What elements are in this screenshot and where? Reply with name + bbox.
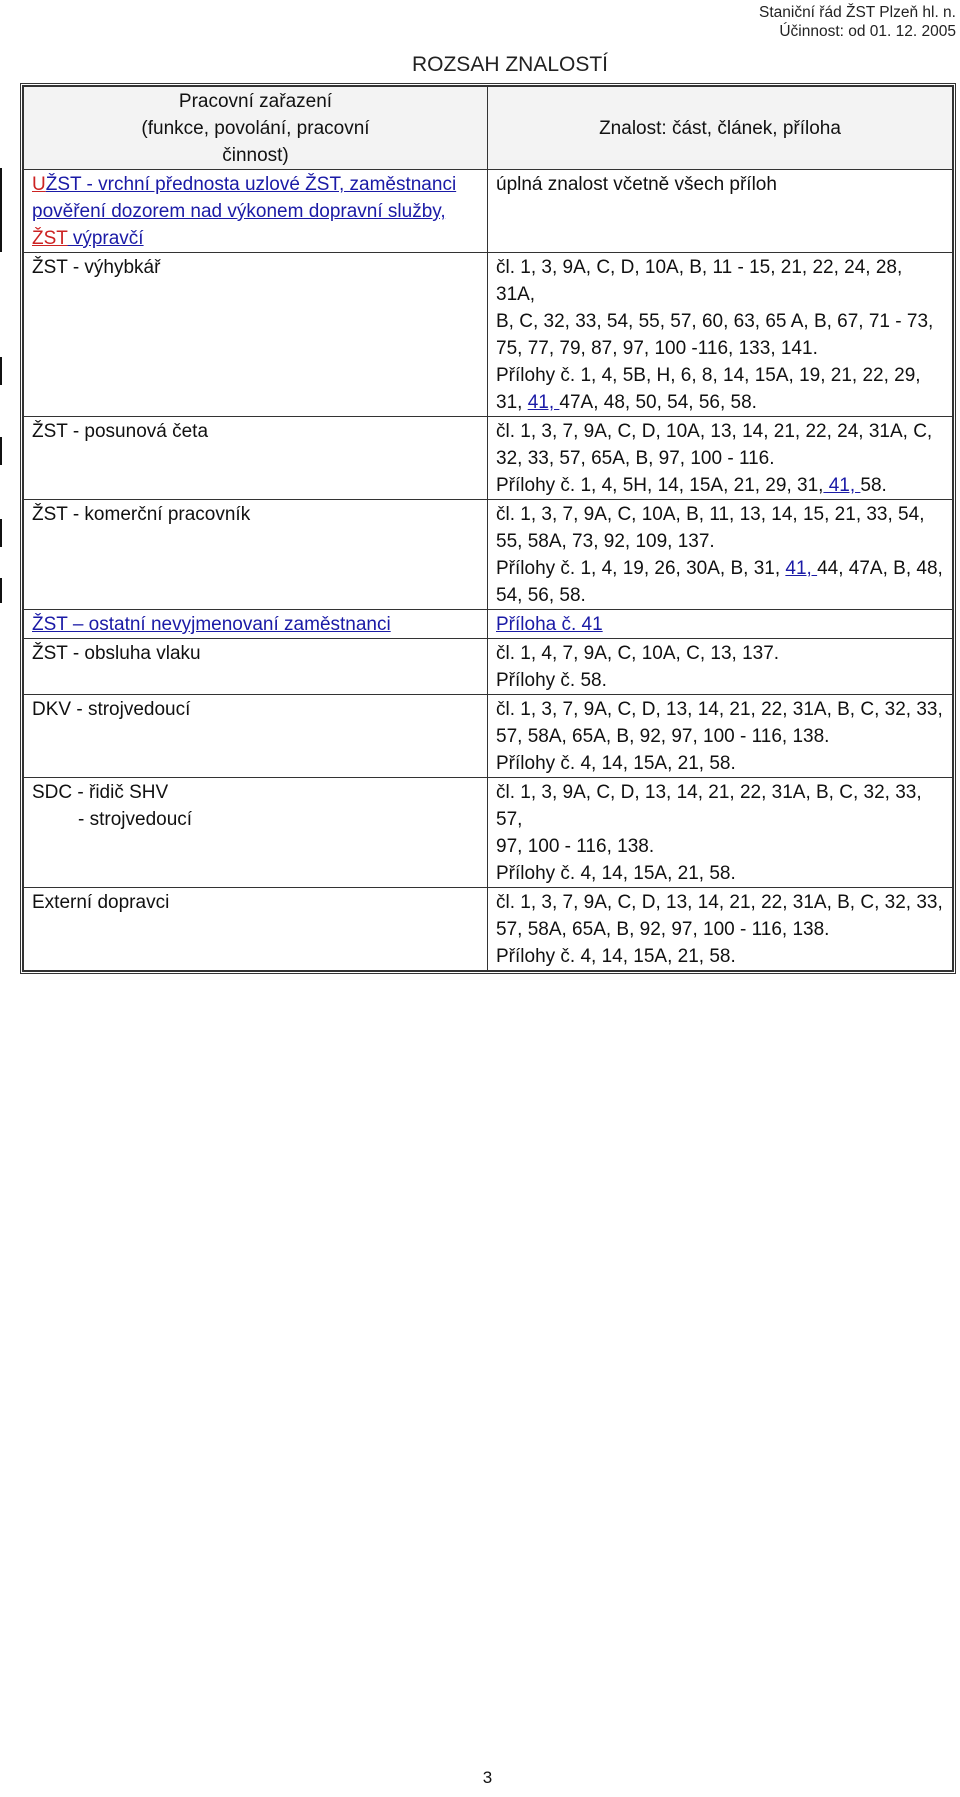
page-number: 3 xyxy=(482,1768,493,1787)
change-bar xyxy=(0,578,2,603)
role-link[interactable]: pověření dozorem nad výkonem dopravní služby, xyxy=(32,201,446,222)
change-bar xyxy=(0,437,2,465)
role-cell xyxy=(24,610,488,639)
column-header-role: Pracovní zařazení (funkce, povolání, pracovní činnost) xyxy=(24,87,488,170)
document-title: Staniční řád ŽST Plzeň hl. n. xyxy=(758,4,956,21)
knowledge-cell: čl. 1, 3, 7, 9A, C, D, 10A, 13, 14, 21, 22, 24, 31A, C, 32, 33, 57, 65A, B, 97, 100 - 116. Přílohy č. 1, 4, 5H, 14, 15A, 21, 29, 31, 41, 58. xyxy=(488,417,953,500)
role-link[interactable]: ŽST xyxy=(32,228,68,249)
table-row xyxy=(24,888,953,971)
knowledge-cell xyxy=(488,610,953,639)
role-cell: ŽST - výhybkář xyxy=(24,253,488,417)
appendix-link[interactable]: Příloha č. 41 xyxy=(496,614,603,635)
change-bar xyxy=(0,357,2,385)
change-bar xyxy=(0,168,2,252)
table-row xyxy=(24,778,953,888)
knowledge-cell: čl. 1, 3, 7, 9A, C, D, 13, 14, 21, 22, 31A, B, C, 32, 33, 57, 58A, 65A, B, 92, 97, 100 - 116, 138. Přílohy č. 4, 14, 15A, 21, 58. xyxy=(488,695,953,778)
knowledge-cell: úplná znalost včetně všech příloh xyxy=(488,170,953,253)
knowledge-cell: čl. 1, 4, 7, 9A, C, 10A, C, 13, 137. Přílohy č. 58. xyxy=(488,639,953,695)
table-row xyxy=(24,695,953,778)
table-row xyxy=(24,417,953,500)
knowledge-cell: čl. 1, 3, 9A, C, D, 13, 14, 21, 22, 31A, B, C, 32, 33, 57, 97, 100 - 116, 138. Přílohy č. 4, 14, 15A, 21, 58. xyxy=(488,778,953,888)
role-cell: ŽST - obsluha vlaku xyxy=(24,639,488,695)
validity-date: Účinnost: od 01. 12. 2005 xyxy=(779,23,956,40)
role-cell: ŽST - komerční pracovník xyxy=(24,500,488,610)
role-link[interactable]: U xyxy=(32,174,46,195)
table-row xyxy=(24,639,953,695)
change-bar xyxy=(0,519,2,547)
section-title: ROZSAH ZNALOSTÍ xyxy=(411,53,609,76)
table-header-row xyxy=(24,87,953,170)
role-cell: ŽST - posunová četa xyxy=(24,417,488,500)
role-link[interactable]: ŽST – ostatní nevyjmenovaní zaměstnanci xyxy=(32,614,391,635)
table-row xyxy=(24,170,953,253)
role-link[interactable]: výpravčí xyxy=(67,228,144,249)
table-row xyxy=(24,253,953,417)
appendix-link[interactable]: 41, xyxy=(785,558,818,579)
table-row xyxy=(24,610,953,639)
role-cell: DKV - strojvedoucí xyxy=(24,695,488,778)
knowledge-cell: čl. 1, 3, 9A, C, D, 10A, B, 11 - 15, 21, 22, 24, 28, 31A, B, C, 32, 33, 54, 55, 57, 60, 63, 65 A, B, 67, 71 - 73, 75, 77, 79, 87, 97, 100 -116, 133, 141. Přílohy č. 1, 4, 5B, H, 6, 8, 14, 15A, 19, 21, 22, 29, 31, 41, 47A, 48, 50, 54, 56, 58. xyxy=(488,253,953,417)
knowledge-cell: čl. 1, 3, 7, 9A, C, D, 13, 14, 21, 22, 31A, B, C, 32, 33, 57, 58A, 65A, B, 92, 97, 100 - 116, 138. Přílohy č. 4, 14, 15A, 21, 58. xyxy=(488,888,953,971)
table-row xyxy=(24,500,953,610)
role-link[interactable]: ŽST - vrchní přednosta uzlové ŽST, zaměstnanci xyxy=(45,174,457,195)
appendix-link[interactable]: 41, xyxy=(823,475,861,496)
role-cell xyxy=(24,170,488,253)
column-header-knowledge: Znalost: část, článek, příloha xyxy=(488,87,953,170)
document-header xyxy=(759,3,956,41)
knowledge-cell: čl. 1, 3, 7, 9A, C, 10A, B, 11, 13, 14, 15, 21, 33, 54, 55, 58A, 73, 92, 109, 137. Přílohy č. 1, 4, 19, 26, 30A, B, 31, 41, 44, 47A, B, 48, 54, 56, 58. xyxy=(488,500,953,610)
knowledge-table xyxy=(20,83,956,974)
role-cell: Externí dopravci xyxy=(24,888,488,971)
appendix-link[interactable]: 41, xyxy=(527,392,560,413)
role-cell: SDC - řidič SHV - strojvedoucí xyxy=(24,778,488,888)
